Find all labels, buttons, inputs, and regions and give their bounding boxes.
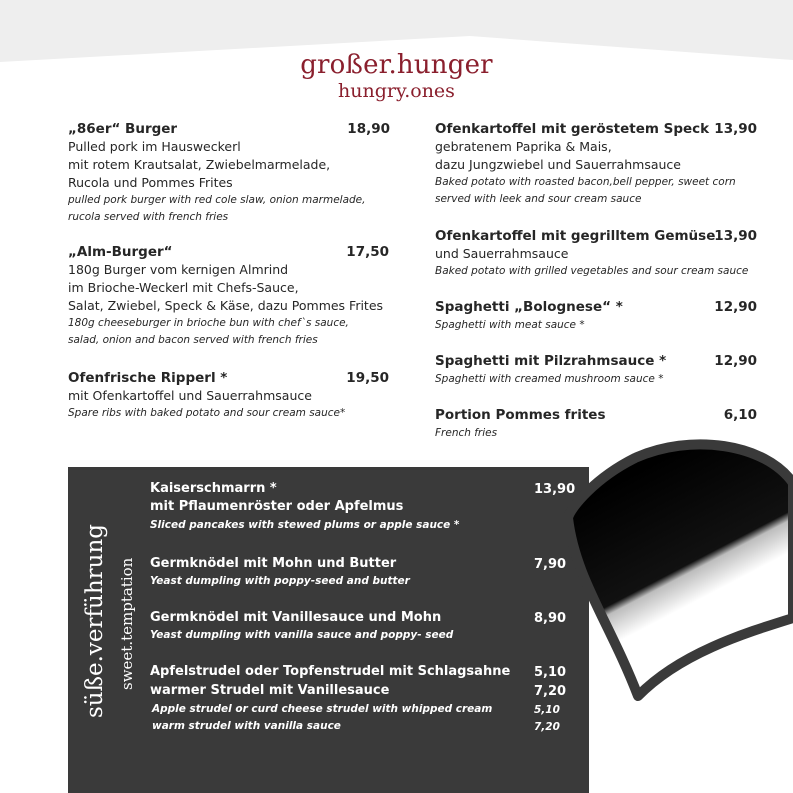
- item-desc-en: Spare ribs with baked potato and sour cream sauce*: [68, 407, 346, 419]
- dessert-item-en: Sliced pancakes with stewed plums or apple sauce *: [150, 519, 460, 531]
- item-desc-en: Baked potato with roasted bacon,bell pepper, sweet corn: [435, 176, 736, 188]
- item-desc-en: salad, onion and bacon served with french fries: [68, 334, 318, 346]
- item-name: Spaghetti mit Pilzrahmsauce *: [435, 353, 667, 369]
- menu-item-pommes: [435, 407, 757, 442]
- menu-item-86er-burger: [68, 121, 390, 226]
- menu-item-ripperl: [68, 370, 389, 422]
- dessert-item-en: Yeast dumpling with poppy-seed and butter: [150, 575, 410, 587]
- item-desc-de: dazu Jungzwiebel und Sauerrahmsauce: [435, 157, 681, 172]
- menu-item-spaghetti-bolognese: [435, 299, 757, 334]
- menu-item-alm-burger: [68, 244, 389, 349]
- dessert-item-price: 7,90: [534, 557, 567, 572]
- dessert-item-name: Apfelstrudel oder Topfenstrudel mit Schlagsahne: [150, 664, 511, 679]
- dessert-item-name: Germknödel mit Mohn und Butter: [150, 556, 397, 571]
- item-name: Ofenfrische Ripperl *: [68, 370, 228, 386]
- dessert-item-en: warm strudel with vanilla sauce: [152, 720, 341, 732]
- dessert-item-name: Kaiserschmarrn *: [150, 481, 277, 496]
- item-name: Spaghetti „Bolognese“ *: [435, 299, 623, 315]
- dessert-subtitle: sweet.temptation: [118, 557, 136, 690]
- menu-item-ofenkartoffel-speck: [435, 121, 757, 208]
- item-desc-de: Pulled pork im Hausweckerl: [68, 139, 241, 154]
- item-desc-en: 180g cheeseburger in brioche bun with chef`s sauce,: [68, 317, 349, 329]
- item-price: 6,10: [723, 407, 757, 423]
- item-name: „86er“ Burger: [68, 121, 178, 137]
- item-price: 13,90: [714, 228, 757, 244]
- dessert-title: süße.verführung: [82, 524, 108, 718]
- item-name: „Alm-Burger“: [68, 244, 173, 260]
- dessert-item-name: mit Pflaumenröster oder Apfelmus: [150, 499, 404, 514]
- item-price: 17,50: [346, 244, 389, 260]
- dessert-item-name: Germknödel mit Vanillesauce und Mohn: [150, 610, 442, 625]
- item-desc-de: Rucola und Pommes Frites: [68, 175, 233, 190]
- dessert-item-price: 5,10: [534, 665, 567, 680]
- dessert-item-price: 8,90: [534, 611, 567, 626]
- page-subtitle: hungry.ones: [338, 80, 455, 102]
- item-desc-de: im Brioche-Weckerl mit Chefs-Sauce,: [68, 280, 299, 295]
- item-desc-en: rucola served with french fries: [68, 211, 229, 223]
- dessert-item-price-en: 5,10: [534, 704, 560, 716]
- item-price: 12,90: [714, 353, 757, 369]
- dessert-item-price-en: 7,20: [534, 721, 560, 733]
- item-desc-de: 180g Burger vom kernigen Almrind: [68, 262, 289, 277]
- item-price: 18,90: [347, 121, 390, 137]
- heart-icon: [560, 438, 793, 703]
- item-desc-en: Baked potato with grilled vegetables and sour cream sauce: [435, 265, 749, 277]
- item-desc-en: pulled pork burger with red cole slaw, onion marmelade,: [68, 194, 366, 206]
- item-desc-en: Spaghetti with meat sauce *: [435, 319, 585, 331]
- item-desc-en: served with leek and sour cream sauce: [435, 193, 642, 205]
- item-name: Ofenkartoffel mit geröstetem Speck: [435, 121, 710, 137]
- menu-item-spaghetti-pilz: [435, 353, 757, 388]
- item-desc-de: Salat, Zwiebel, Speck & Käse, dazu Pommes Frites: [68, 298, 384, 313]
- dessert-item-name: warmer Strudel mit Vanillesauce: [150, 683, 390, 698]
- item-desc-de: und Sauerrahmsauce: [435, 246, 569, 261]
- item-desc-de: mit Ofenkartoffel und Sauerrahmsauce: [68, 388, 312, 403]
- item-price: 13,90: [714, 121, 757, 137]
- page-title: großer.hunger: [300, 50, 493, 80]
- menu-item-ofenkartoffel-gemuese: [435, 228, 757, 280]
- item-name: Portion Pommes frites: [435, 407, 606, 423]
- dessert-item-en: Yeast dumpling with vanilla sauce and poppy- seed: [150, 629, 454, 641]
- dessert-item-price: 13,90: [534, 482, 576, 497]
- item-desc-de: gebratenem Paprika & Mais,: [435, 139, 612, 154]
- item-desc-de: mit rotem Krautsalat, Zwiebelmarmelade,: [68, 157, 331, 172]
- item-name: Ofenkartoffel mit gegrilltem Gemüse: [435, 228, 716, 244]
- item-price: 12,90: [714, 299, 757, 315]
- dessert-item-en: Apple strudel or curd cheese strudel with whipped cream: [152, 703, 493, 715]
- item-desc-en: Spaghetti with creamed mushroom sauce *: [435, 373, 664, 385]
- dessert-item-price: 7,20: [534, 684, 567, 699]
- item-desc-en: French fries: [435, 427, 498, 439]
- item-price: 19,50: [346, 370, 389, 386]
